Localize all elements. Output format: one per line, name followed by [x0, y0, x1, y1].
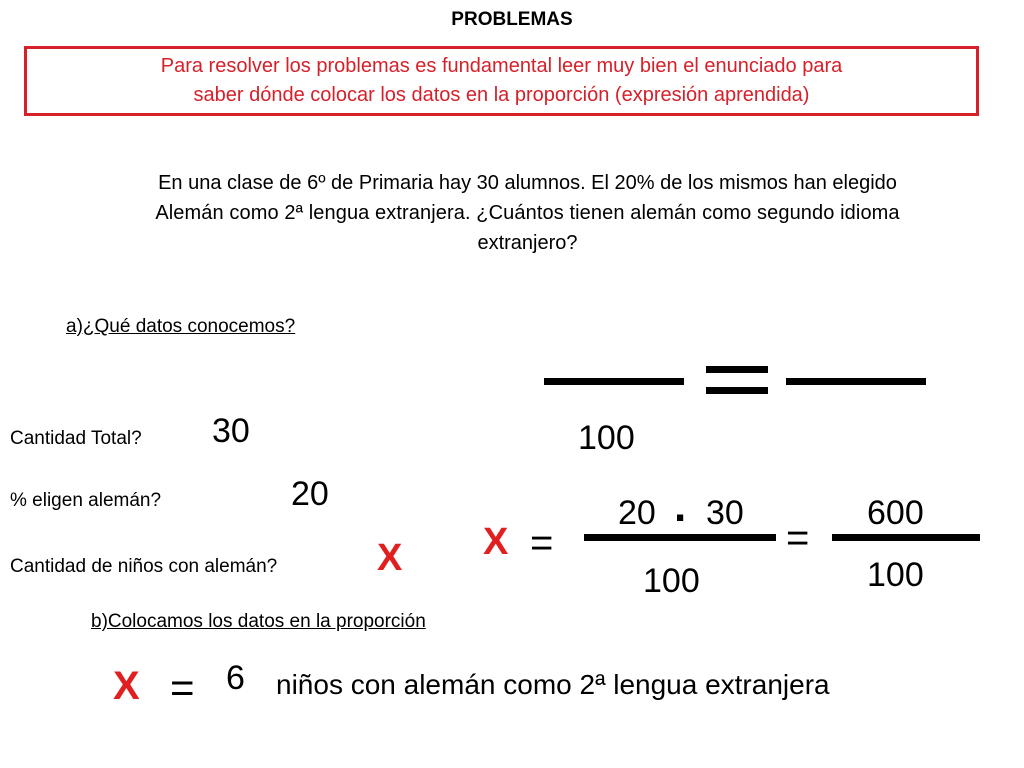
proportion-denominator: 100 [578, 419, 635, 457]
result-value: 6 [226, 659, 245, 697]
proportion-equals-top-bar [706, 366, 768, 373]
problem-line-2: Alemán como 2ª lengua extranjera. ¿Cuántos tienen alemán como segundo idioma [155, 202, 900, 224]
result-variable: X [113, 664, 140, 708]
result-equals-sign: = [170, 664, 195, 711]
proportion-right-fraction-bar [786, 378, 926, 385]
equation-equals-sign-2: = [786, 516, 810, 560]
equation-factor-b: 30 [706, 494, 744, 532]
children-german-label: Cantidad de niños con alemán? [10, 556, 278, 577]
children-german-variable: X [377, 537, 403, 579]
equation-fraction-bar-2 [832, 534, 980, 541]
percent-german-label: % eligen alemán? [10, 490, 162, 511]
result-text: niños con alemán como 2ª lengua extranjera [276, 669, 830, 700]
problem-line-3: extranjero? [477, 232, 578, 254]
equation-equals-sign: = [530, 521, 554, 565]
equation-denominator-2: 100 [867, 556, 924, 594]
section-a-heading: a)¿Qué datos conocemos? [66, 316, 296, 337]
proportion-equals-bottom-bar [706, 387, 768, 394]
problem-statement [0, 168, 1024, 258]
note-line-1: Para resolver los problemas es fundamental leer muy bien el enunciado para [160, 55, 843, 77]
equation-variable: X [483, 521, 509, 563]
section-b-heading: b)Colocamos los datos en la proporción [91, 611, 426, 632]
equation-factor-a: 20 [618, 494, 656, 532]
instruction-note-box [24, 46, 979, 116]
note-line-2: saber dónde colocar los datos en la proporción (expresión aprendida) [193, 84, 810, 106]
multiply-dot: . [674, 482, 687, 531]
percent-german-value: 20 [291, 475, 329, 513]
equation-fraction-bar-1 [584, 534, 776, 541]
equation-numerator-2: 600 [867, 494, 924, 532]
equation-denominator-1: 100 [643, 562, 700, 600]
problem-line-1: En una clase de 6º de Primaria hay 30 alumnos. El 20% de los mismos han elegido [158, 172, 897, 194]
proportion-left-fraction-bar [544, 378, 684, 385]
page-title: PROBLEMAS [451, 9, 573, 30]
total-quantity-value: 30 [212, 412, 250, 450]
total-quantity-label: Cantidad Total? [10, 428, 142, 449]
